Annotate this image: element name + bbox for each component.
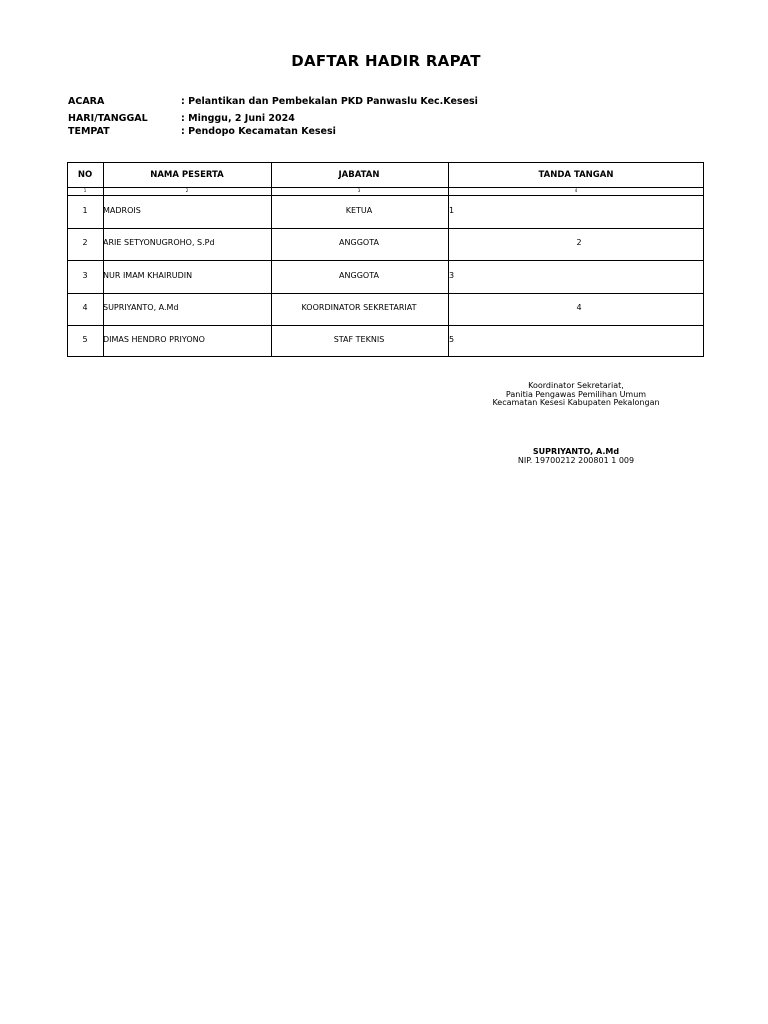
- row-jabatan: KETUA: [345, 206, 373, 215]
- table-divider: [68, 195, 703, 196]
- signature-location: Kecamatan Kesesi Kabupaten Pekalongan: [492, 398, 660, 407]
- row-tanda-tangan: 4: [576, 303, 582, 312]
- row-no: 4: [82, 303, 88, 312]
- table-divider: [68, 228, 703, 229]
- header-jabatan: JABATAN: [338, 170, 380, 180]
- row-no: 1: [82, 206, 88, 215]
- column-number: 4: [574, 188, 578, 193]
- row-tanda-tangan: 3: [449, 271, 455, 280]
- row-jabatan: KOORDINATOR SEKRETARIAT: [301, 303, 417, 312]
- info-value: : Pendopo Kecamatan Kesesi: [181, 126, 336, 137]
- row-nama: SUPRIYANTO, A.Md: [103, 303, 179, 312]
- row-nama: DIMAS HENDRO PRIYONO: [103, 335, 205, 344]
- row-no: 5: [82, 335, 88, 344]
- info-label: ACARA: [68, 96, 105, 107]
- info-value: : Pelantikan dan Pembekalan PKD Panwaslu Kec.Kesesi: [181, 96, 478, 107]
- signer-nip: NIP. 19700212 200801 1 009: [517, 455, 635, 465]
- table-divider: [68, 260, 703, 261]
- table-divider: [68, 187, 703, 188]
- row-nama: MADROIS: [103, 206, 141, 215]
- info-value: : Minggu, 2 Juni 2024: [181, 113, 295, 124]
- row-tanda-tangan: 2: [576, 238, 582, 247]
- header-no: NO: [77, 170, 93, 180]
- row-no: 3: [82, 271, 88, 280]
- row-tanda-tangan: 1: [449, 206, 455, 215]
- row-nama: NUR IMAM KHAIRUDIN: [103, 271, 193, 280]
- signer-name: SUPRIYANTO, A.Md: [532, 447, 620, 456]
- info-label: TEMPAT: [68, 126, 110, 137]
- column-number: 2: [185, 188, 189, 193]
- row-jabatan: ANGGOTA: [339, 238, 379, 247]
- signature-org: Panitia Pengawas Pemilihan Umum: [505, 389, 647, 399]
- signature-title: Koordinator Sekretariat,: [528, 381, 624, 390]
- page-title: DAFTAR HADIR RAPAT: [291, 52, 481, 70]
- row-nama: ARIE SETYONUGROHO, S.Pd: [103, 238, 215, 247]
- row-tanda-tangan: 5: [449, 335, 455, 344]
- row-no: 2: [82, 238, 88, 247]
- column-number: 3: [357, 188, 361, 193]
- signature-signer: [440, 448, 712, 465]
- signature-block: [440, 382, 712, 408]
- header-tanda-tangan: TANDA TANGAN: [538, 170, 614, 180]
- header-nama-peserta: NAMA PESERTA: [150, 170, 224, 180]
- table-divider: [68, 293, 703, 294]
- row-jabatan: ANGGOTA: [339, 271, 379, 280]
- table-divider: [68, 325, 703, 326]
- info-label: HARI/TANGGAL: [68, 113, 148, 124]
- row-jabatan: STAF TEKNIS: [333, 335, 385, 344]
- attendance-table: [67, 162, 704, 357]
- column-number: 1: [83, 188, 87, 193]
